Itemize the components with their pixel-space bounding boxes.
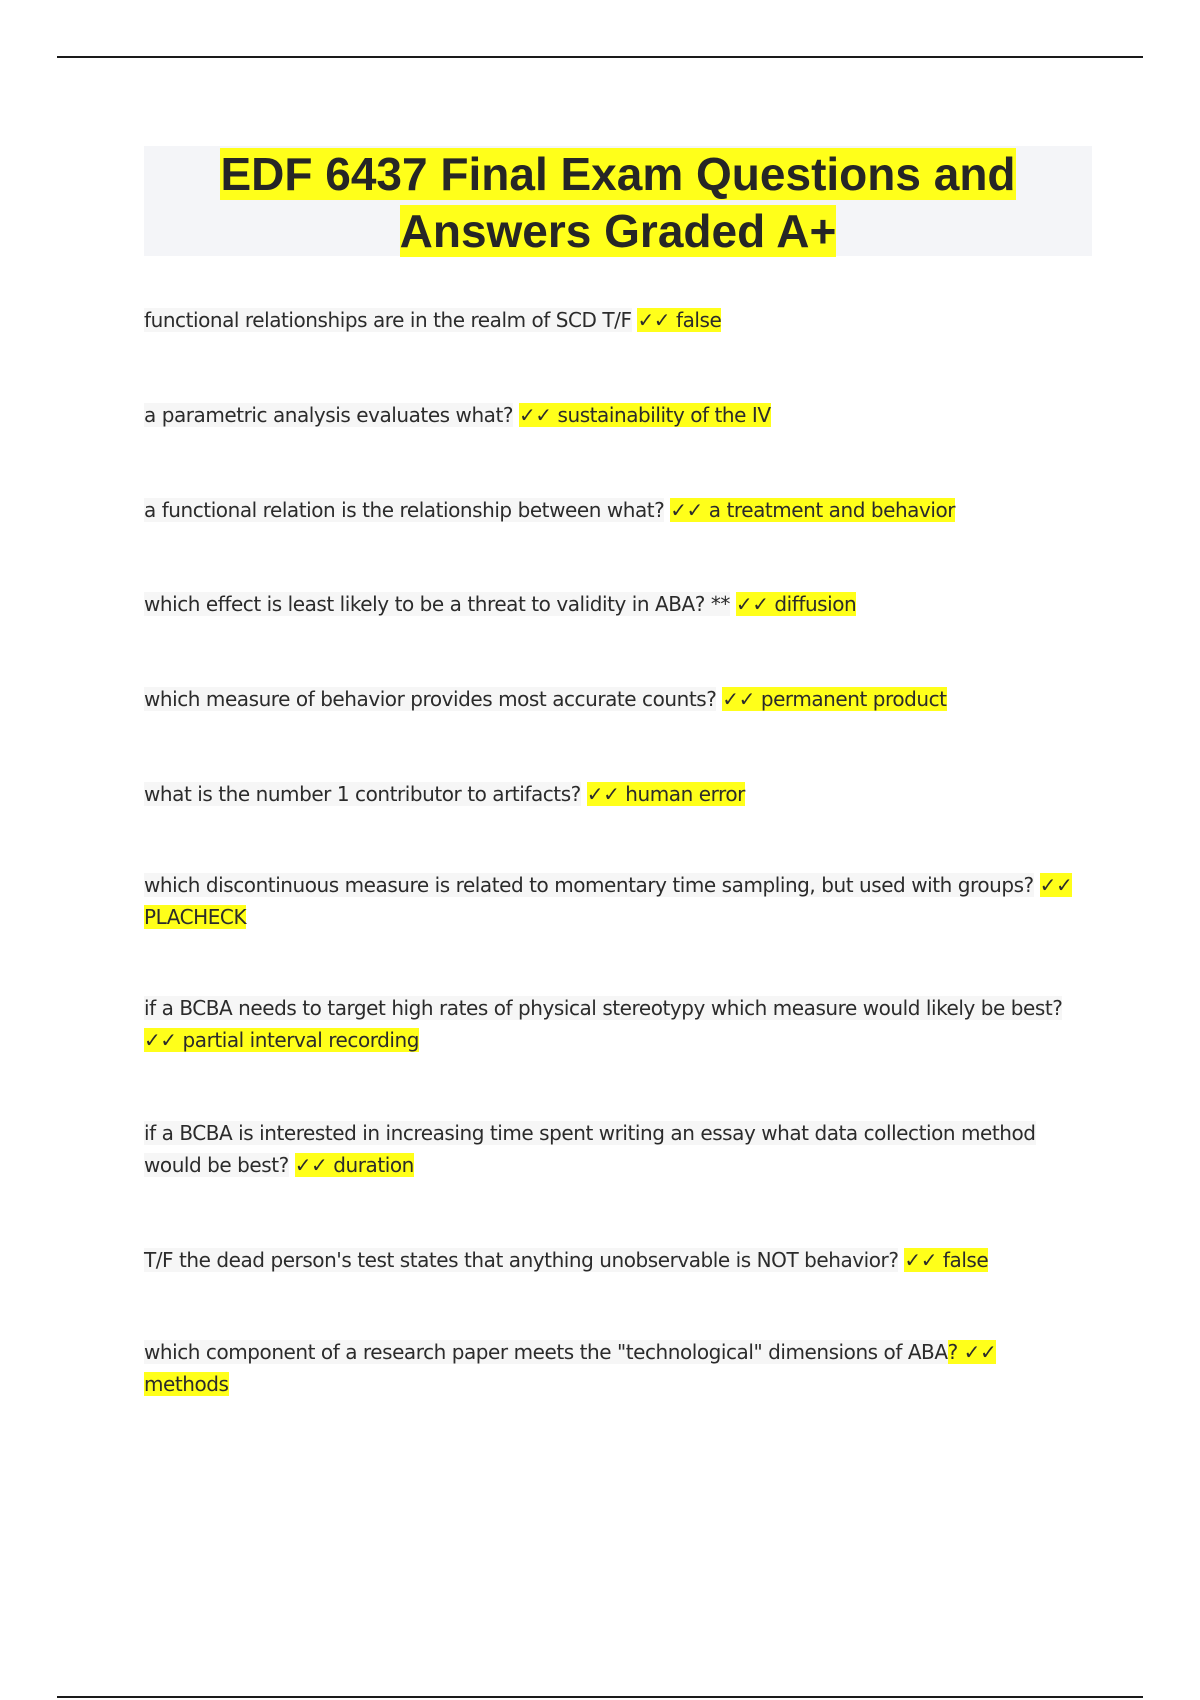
qa-item-4 (144, 588, 1084, 620)
qa-item-5 (144, 683, 1084, 715)
answer-text: ✓✓ diffusion (735, 592, 857, 616)
question-text: a parametric analysis evaluates what? (144, 403, 514, 427)
question-text: functional relationships are in the realm of SCD T/F (144, 308, 632, 332)
answer-text: ✓✓ false (637, 308, 722, 332)
answer-text: ✓✓ partial interval recording (144, 1028, 419, 1052)
qa-item-1 (144, 304, 1084, 336)
answer-text: ✓✓ PLACHECK (144, 873, 1073, 929)
answer-text: ✓✓ a treatment and behavior (670, 498, 956, 522)
answer-text: ? ✓✓ methods (144, 1340, 997, 1396)
qa-item-11 (144, 1336, 1084, 1400)
qa-item-3 (144, 494, 1084, 526)
question-text: T/F the dead person's test states that anything unobservable is NOT behavior? (144, 1248, 899, 1272)
qa-item-2 (144, 399, 1084, 431)
question-text: which component of a research paper meets the "technological" dimensions of ABA (144, 1340, 948, 1364)
answer-text: ✓✓ sustainability of the IV (518, 403, 771, 427)
answer-text: ✓✓ duration (294, 1153, 414, 1177)
qa-item-9 (144, 1117, 1084, 1181)
question-text: which effect is least likely to be a threat to validity in ABA? ** (144, 592, 730, 616)
answer-text: ✓✓ false (904, 1248, 989, 1272)
question-text: if a BCBA is interested in increasing time spent writing an essay what data collection method would be best? (144, 1121, 1036, 1177)
qa-item-7 (144, 869, 1084, 933)
answer-text: ✓✓ human error (586, 782, 745, 806)
bottom-rule (57, 1696, 1143, 1698)
top-rule (57, 56, 1143, 58)
question-text: which discontinuous measure is related to momentary time sampling, but used with groups? (144, 873, 1034, 897)
qa-item-6 (144, 778, 1084, 810)
question-text: if a BCBA needs to target high rates of physical stereotypy which measure would likely be best? (144, 996, 1063, 1020)
answer-text: ✓✓ permanent product (722, 687, 947, 711)
qa-item-8 (144, 992, 1084, 1056)
title-banner (144, 146, 1092, 256)
question-text: a functional relation is the relationship between what? (144, 498, 665, 522)
document-title: EDF 6437 Final Exam Questions and Answers Graded A+ (220, 148, 1016, 257)
question-text: what is the number 1 contributor to artifacts? (144, 782, 581, 806)
question-text: which measure of behavior provides most accurate counts? (144, 687, 717, 711)
qa-item-10 (144, 1244, 1084, 1276)
